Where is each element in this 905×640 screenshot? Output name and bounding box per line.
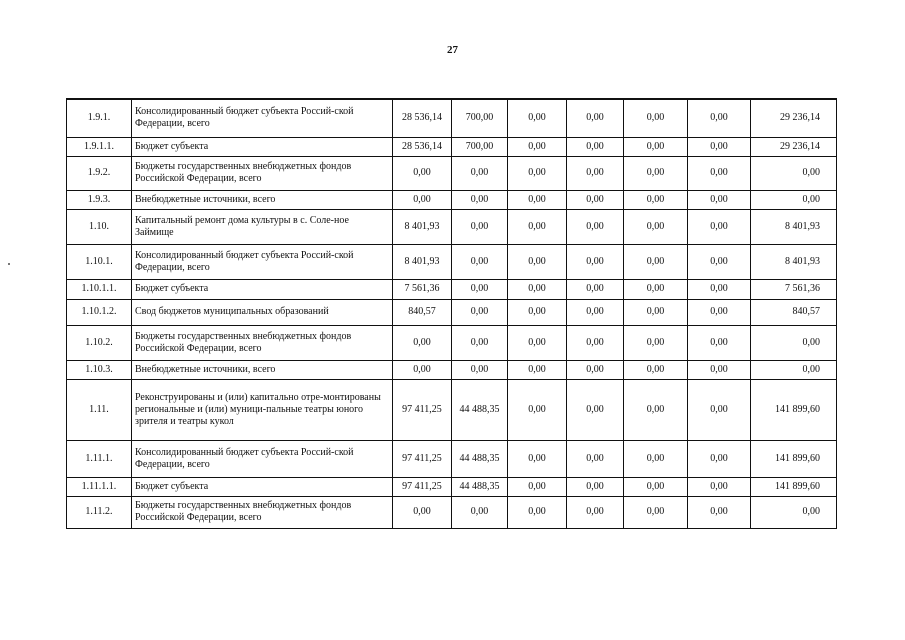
row-value: 0,00 [567,137,624,156]
row-value: 8 401,93 [393,244,452,279]
row-value: 0,00 [567,440,624,477]
row-total: 8 401,93 [751,209,837,244]
row-name: Бюджеты государственных внебюджетных фондов Российской Федерации, всего [132,325,393,360]
row-name: Бюджеты государственных внебюджетных фондов Российской Федерации, всего [132,496,393,528]
row-code: 1.11. [67,379,132,440]
row-name: Консолидированный бюджет субъекта Россий-ской Федерации, всего [132,99,393,137]
row-value: 0,00 [567,279,624,299]
row-value: 0,00 [567,156,624,190]
row-code: 1.10.1.2. [67,299,132,325]
row-value: 0,00 [688,99,751,137]
row-value: 0,00 [688,360,751,379]
row-value: 0,00 [567,379,624,440]
row-value: 0,00 [567,190,624,209]
row-value: 0,00 [688,325,751,360]
row-name: Консолидированный бюджет субъекта Россий-ской Федерации, всего [132,440,393,477]
row-value: 0,00 [508,137,567,156]
row-name: Бюджет субъекта [132,477,393,496]
row-value: 0,00 [688,244,751,279]
row-value: 0,00 [624,244,688,279]
row-value: 0,00 [688,156,751,190]
row-value: 0,00 [688,477,751,496]
row-value: 0,00 [452,325,508,360]
row-code: 1.10.1. [67,244,132,279]
row-value: 700,00 [452,99,508,137]
margin-dot [8,263,10,265]
row-total: 7 561,36 [751,279,837,299]
row-value: 44 488,35 [452,440,508,477]
row-value: 0,00 [508,440,567,477]
row-value: 700,00 [452,137,508,156]
row-total: 0,00 [751,360,837,379]
row-value: 0,00 [624,379,688,440]
row-value: 44 488,35 [452,379,508,440]
row-name: Бюджет субъекта [132,279,393,299]
row-value: 0,00 [624,279,688,299]
row-value: 0,00 [624,99,688,137]
row-value: 0,00 [624,496,688,528]
table-row [67,360,837,379]
row-value: 0,00 [452,360,508,379]
row-total: 8 401,93 [751,244,837,279]
row-value: 0,00 [567,209,624,244]
row-value: 44 488,35 [452,477,508,496]
budget-table [66,98,837,529]
row-value: 0,00 [688,496,751,528]
row-value: 0,00 [567,244,624,279]
row-total: 141 899,60 [751,379,837,440]
row-code: 1.9.3. [67,190,132,209]
row-value: 0,00 [508,156,567,190]
row-total: 29 236,14 [751,99,837,137]
row-value: 97 411,25 [393,477,452,496]
row-value: 0,00 [452,299,508,325]
row-total: 29 236,14 [751,137,837,156]
row-value: 0,00 [508,379,567,440]
row-total: 141 899,60 [751,440,837,477]
table-row [67,137,837,156]
row-code: 1.10. [67,209,132,244]
row-value: 8 401,93 [393,209,452,244]
row-value: 0,00 [452,190,508,209]
row-value: 0,00 [624,190,688,209]
row-value: 0,00 [688,209,751,244]
row-value: 0,00 [452,209,508,244]
row-value: 97 411,25 [393,440,452,477]
row-code: 1.10.2. [67,325,132,360]
row-value: 840,57 [393,299,452,325]
table-row [67,209,837,244]
page-number: 27 [447,44,458,56]
row-code: 1.11.1. [67,440,132,477]
row-value: 0,00 [393,360,452,379]
row-value: 0,00 [688,190,751,209]
row-value: 0,00 [452,496,508,528]
row-value: 0,00 [624,477,688,496]
row-value: 0,00 [508,244,567,279]
row-value: 0,00 [452,279,508,299]
row-value: 0,00 [688,379,751,440]
row-value: 0,00 [567,496,624,528]
row-value: 0,00 [624,156,688,190]
row-value: 0,00 [688,279,751,299]
row-value: 0,00 [452,156,508,190]
row-name: Реконструированы и (или) капитально отре-монтированы региональные и (или) муници-пальные театры юного зрителя и театры кукол [132,379,393,440]
row-name: Капитальный ремонт дома культуры в с. Соле-ное Займище [132,209,393,244]
table-row [67,496,837,528]
row-value: 0,00 [508,496,567,528]
row-name: Внебюджетные источники, всего [132,190,393,209]
row-code: 1.9.2. [67,156,132,190]
table-row [67,156,837,190]
row-value: 0,00 [567,477,624,496]
row-name: Бюджет субъекта [132,137,393,156]
row-value: 0,00 [624,299,688,325]
row-value: 28 536,14 [393,137,452,156]
table-row [67,99,837,137]
row-value: 97 411,25 [393,379,452,440]
table-row [67,299,837,325]
row-value: 0,00 [688,137,751,156]
table-row [67,379,837,440]
row-value: 0,00 [688,299,751,325]
row-value: 0,00 [508,360,567,379]
table-row [67,440,837,477]
row-value: 0,00 [393,496,452,528]
row-value: 28 536,14 [393,99,452,137]
table-row [67,477,837,496]
row-value: 0,00 [508,99,567,137]
row-name: Бюджеты государственных внебюджетных фондов Российской Федерации, всего [132,156,393,190]
row-value: 0,00 [508,279,567,299]
row-code: 1.9.1. [67,99,132,137]
row-value: 0,00 [688,440,751,477]
table-body [67,99,837,528]
row-value: 0,00 [624,137,688,156]
row-code: 1.10.3. [67,360,132,379]
row-value: 0,00 [624,440,688,477]
row-name: Внебюджетные источники, всего [132,360,393,379]
row-value: 0,00 [393,156,452,190]
row-value: 0,00 [508,209,567,244]
row-value: 0,00 [624,325,688,360]
row-name: Свод бюджетов муниципальных образований [132,299,393,325]
row-value: 0,00 [508,325,567,360]
row-code: 1.10.1.1. [67,279,132,299]
row-total: 141 899,60 [751,477,837,496]
row-total: 0,00 [751,190,837,209]
row-name: Консолидированный бюджет субъекта Россий-ской Федерации, всего [132,244,393,279]
row-value: 7 561,36 [393,279,452,299]
row-value: 0,00 [567,299,624,325]
row-value: 0,00 [508,299,567,325]
row-value: 0,00 [567,360,624,379]
row-total: 0,00 [751,156,837,190]
row-total: 0,00 [751,496,837,528]
row-value: 0,00 [393,325,452,360]
row-code: 1.11.1.1. [67,477,132,496]
row-value: 0,00 [567,99,624,137]
table-row [67,325,837,360]
row-value: 0,00 [508,190,567,209]
row-value: 0,00 [452,244,508,279]
row-value: 0,00 [624,360,688,379]
row-value: 0,00 [624,209,688,244]
row-value: 0,00 [393,190,452,209]
table-row [67,279,837,299]
row-code: 1.9.1.1. [67,137,132,156]
table-row [67,244,837,279]
table-row [67,190,837,209]
row-total: 0,00 [751,325,837,360]
row-code: 1.11.2. [67,496,132,528]
row-total: 840,57 [751,299,837,325]
row-value: 0,00 [567,325,624,360]
row-value: 0,00 [508,477,567,496]
